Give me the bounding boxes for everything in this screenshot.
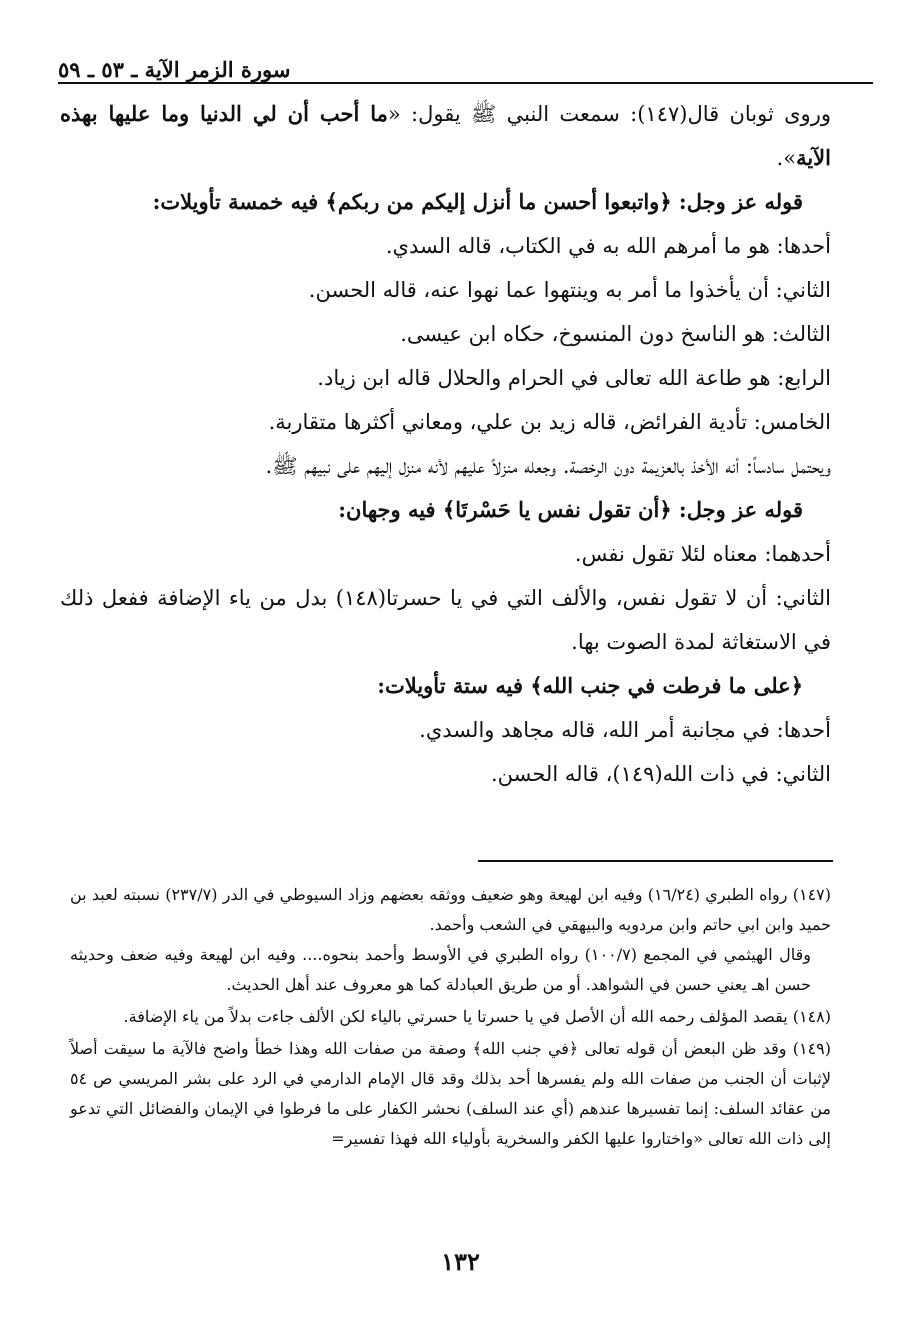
footnotes xyxy=(70,880,831,1156)
verse-one-paragraph xyxy=(60,180,831,224)
interpretation-6: ويحتمل سادساً: أنه الأخذ بالعزيمة دون الرخصة. وجعله منزلاً عليهم لأنه منزل إليهم على نبيهم ﷺ. xyxy=(265,454,831,478)
page-number: ١٣٢ xyxy=(441,1247,480,1276)
interpretation-4: الرابع: هو طاعة الله تعالى في الحرام والحلال قاله ابن زياد. xyxy=(317,366,831,390)
running-header xyxy=(58,36,873,82)
verse-three-tail: فيه ستة تأويلات: xyxy=(377,673,531,698)
verse-two-tail: فيه وجهان: xyxy=(338,497,443,522)
verse-two-text: ﴿أن تقول نفس يا حَسْرتَا﴾ xyxy=(442,497,672,522)
verse-one-tail: فيه خمسة تأويلات: xyxy=(152,189,326,214)
footnote-149: (١٤٩) وقد ظن البعض أن قوله تعالى ﴿في جنب الله﴾ وصفة من صفات الله وهذا خطأ واضح فالآية ما سيقت أصلاً لإثبات أن الجنب من صفات الله ولم يفسرها أحد بذلك وقد قال الإمام الدارمي في الرد على بشر المريسي ص ٥٤ من عقائد السلف: إنما تفسيرها عندهم (أي عند السلف) نحشر الكفار على ما فرطوا في الإيمان والفضائل التي تدعو إلى ذات الله تعالى «واختاروا عليها الكفر والسخرية بأولياء الله فهذا تفسير= xyxy=(70,1039,831,1148)
footnote-147 xyxy=(70,880,831,1000)
verse-one-text: ﴿واتبعوا أحسن ما أنزل إليكم من ربكم﴾ xyxy=(325,189,672,214)
hadith-intro: وروى ثوبان قال(١٤٧): سمعت النبي ﷺ يقول: « xyxy=(387,102,831,126)
footnote-148: (١٤٨) يقصد المؤلف رحمه الله أن الأصل في يا حسرتا يا حسرتي بالياء لكن الألف جاءت بدلاً من ياء الإضافة. xyxy=(123,1007,831,1026)
sixfold-2: الثاني: في ذات الله(١٤٩)، قاله الحسن. xyxy=(490,762,831,786)
verse-two-intro: قوله عز وجل: xyxy=(671,497,803,522)
verse-one-intro: قوله عز وجل: xyxy=(671,189,803,214)
header-rule xyxy=(58,82,873,84)
aspect-2: الثاني: أن لا تقول نفس، والألف التي في يا حسرتا(١٤٨) بدل من ياء الإضافة ففعل ذلك في الاستغاثة لمدة الصوت بها. xyxy=(60,586,831,654)
footnote-147-continued: وقال الهيثمي في المجمع (١٠٠/٧) رواه الطبري في الأوسط وأحمد بنحوه.... وفيه ابن لهيعة وفيه ضعف وحديثه حسن اهـ يعني حسن في الشواهد. أو من طريق العبادلة كما هو معروف عند أهل الحديث. xyxy=(70,945,811,994)
hadith-close: ». xyxy=(776,146,797,170)
interpretation-1: أحدها: هو ما أمرهم الله به في الكتاب، قاله السدي. xyxy=(385,234,831,258)
verse-three-text: ﴿على ما فرطت في جنب الله﴾ xyxy=(530,673,803,698)
verse-three-paragraph xyxy=(60,664,831,708)
interpretation-2: الثاني: أن يأخذوا ما أمر به وينتهوا عما نهوا عنه، قاله الحسن. xyxy=(308,278,831,302)
verse-two-paragraph xyxy=(60,488,831,532)
footnote-separator xyxy=(478,860,833,862)
interpretation-5: الخامس: تأدية الفرائض، قاله زيد بن علي، ومعاني أكثرها متقاربة. xyxy=(268,410,831,434)
hadith-quote: ما أحب أن لي الدنيا وما عليها بهذه الآية xyxy=(60,101,831,170)
footnote-147-text: (١٤٧) رواه الطبري (١٦/٢٤) وفيه ابن لهيعة وهو ضعيف ووثقه بعضهم وزاد السيوطي في الدر (٢٣٧/٧) نسبته لعبد بن حميد وابن ابي حاتم وابن مردويه والبيهقي في الشعب وأحمد. xyxy=(70,885,831,934)
sixfold-1: أحدها: في مجانبة أمر الله، قاله مجاهد والسدي. xyxy=(419,718,831,742)
hadith-paragraph xyxy=(60,92,831,180)
aspect-1: أحدهما: معناه لئلا تقول نفس. xyxy=(574,542,831,566)
running-title: سورة الزمر الآية ـ ٥٣ ـ ٥٩ xyxy=(58,57,291,82)
main-text xyxy=(60,92,831,796)
interpretation-3: الثالث: هو الناسخ دون المنسوخ، حكاه ابن عيسى. xyxy=(400,322,831,346)
